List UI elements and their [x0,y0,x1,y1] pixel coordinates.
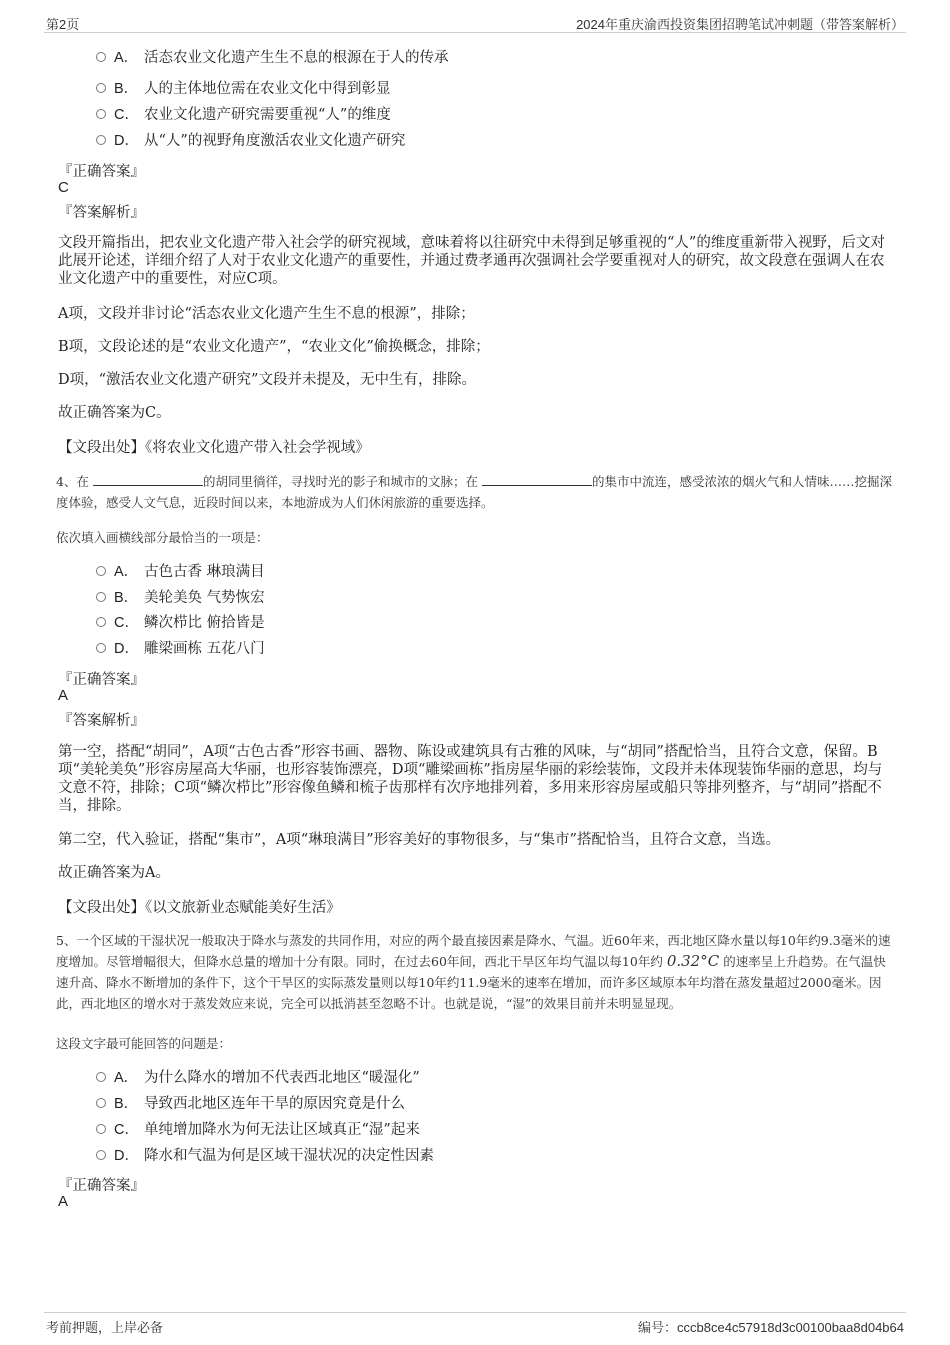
q4-option-a[interactable]: A． 古色古香 琳琅满目 [96,561,265,583]
analysis-label: 『答案解析』 [58,713,145,729]
answer-label: 『正确答案』 [58,1178,145,1194]
source-citation: 【文段出处】《以文旅新业态赋能美好生活》 [58,900,341,916]
analysis-paragraph: 文段开篇指出，把农业文化遗产带入社会学的研究视域，意味着将以往研究中未得到足够重视的“人”的维度重新带入视野，后文对此展开论述，详细介绍了人对于农业文化遗产的重要性，并通过费孝通再次强调社会学要重视对人的研究，故文段意在强调人在农业文化遗产中的重要性，对应C项。 [58,235,885,287]
question-prompt: 依次填入画横线部分最恰当的一项是： [56,530,269,545]
radio-icon[interactable] [96,52,106,62]
analysis-paragraph: 故正确答案为A。 [58,865,170,881]
q4-option-b[interactable]: B． 美轮美奂 气势恢宏 [96,587,265,609]
fill-blank [93,473,203,486]
q5-option-a[interactable]: A． 为什么降水的增加不代表西北地区“暖湿化” [96,1067,420,1089]
q3-option-d[interactable]: D． 从“人”的视野角度激活农业文化遗产研究 [96,130,405,152]
document-title: 2024年重庆渝西投资集团招聘笔试冲刺题（带答案解析） [576,17,904,32]
analysis-label: 『答案解析』 [58,205,145,221]
question-stem: 4、在 的胡同里徜徉，寻找时光的影子和城市的文脉；在 的集市中流连，感受浓浓的烟火气和人情味……挖掘深度体验，感受人文气息，近段时间以来，本地游成为人们休闲旅游的重要选择。 [56,474,892,510]
question-prompt: 这段文字最可能回答的问题是： [56,1036,232,1051]
analysis-paragraph: 故正确答案为C。 [58,405,171,421]
answer-label: 『正确答案』 [58,672,145,688]
math-expression: 0.32°C [666,952,720,970]
question-stem: 5、一个区域的干湿状况一般取决于降水与蒸发的共同作用，对应的两个最直接因素是降水、气温。近60年来，西北地区降水量以每10年约9.3毫米的速度增加。尽管增幅很大，但降水总量的增加十分有限。同时，在过去60年间，西北干旱区年均气温以每10年约 0.32°C 的速率呈上升趋势。在气温快速升高、降水不断增加的条件下，这个干旱区的实际蒸发量则以每10年约11.9毫米的速率在增加，而许多区域原本年均潜在蒸发量超过2000毫米。因此，西北地区的增水对于蒸发效应来说，完全可以抵消甚至忽略不计。也就是说，“湿”的效果目前并未明显显现。 [56,933,891,1011]
q5-option-b[interactable]: B． 导致西北地区连年干旱的原因究竟是什么 [96,1093,405,1115]
analysis-paragraph: 第二空，代入验证，搭配“集市”，A项“琳琅满目”形容美好的事物很多，与“集市”搭配恰当，且符合文意，当选。 [58,832,780,848]
q5-option-d[interactable]: D． 降水和气温为何是区域干湿状况的决定性因素 [96,1145,434,1167]
analysis-paragraph: D项，“激活农业文化遗产研究”文段并未提及，无中生有，排除。 [58,372,476,388]
radio-icon[interactable] [96,1124,106,1134]
radio-icon[interactable] [96,109,106,119]
radio-icon[interactable] [96,1150,106,1160]
radio-icon[interactable] [96,1072,106,1082]
analysis-paragraph: B项，文段论述的是“农业文化遗产”，“农业文化”偷换概念，排除； [58,339,490,355]
q3-option-b[interactable]: B． 人的主体地位需在农业文化中得到彰显 [96,78,391,100]
radio-icon[interactable] [96,592,106,602]
footer-slogan: 考前押题，上岸必备 [46,1320,164,1335]
fill-blank [482,473,592,486]
source-citation: 【文段出处】《将农业文化遗产带入社会学视域》 [58,440,370,456]
q4-option-d[interactable]: D． 雕梁画栋 五花八门 [96,638,265,660]
q3-option-a[interactable]: A． 活态农业文化遗产生生不息的根源在于人的传承 [96,47,449,69]
answer-value: A [58,687,69,704]
analysis-paragraph: 第一空，搭配“胡同”，A项“古色古香”形容书画、器物、陈设或建筑具有古雅的风味，与“胡同”搭配恰当，且符合文意，保留。B项“美轮美奂”形容房屋高大华丽，也形容装饰漂亮，D项“雕梁画栋”指房屋华丽的彩绘装饰，文段并未体现装饰华丽的意思，均与文意不符，排除；C项“鳞次栉比”形容像鱼鳞和梳子齿那样有次序地排列着，多用来形容房屋或船只等排列整齐，与“胡同”搭配不当，排除。 [58,744,883,814]
q4-option-c[interactable]: C． 鳞次栉比 俯拾皆是 [96,612,265,634]
radio-icon[interactable] [96,83,106,93]
page-footer [44,1312,906,1337]
radio-icon[interactable] [96,1098,106,1108]
q5-option-c[interactable]: C． 单纯增加降水为何无法让区域真正“湿”起来 [96,1119,420,1141]
document-id: 编号：cccb8ce4c57918d3c00100baa8d04b64 [638,1320,904,1335]
q3-option-c[interactable]: C． 农业文化遗产研究需要重视“人”的维度 [96,104,391,126]
analysis-paragraph: A项，文段并非讨论“活态农业文化遗产生生不息的根源”，排除； [58,306,475,322]
radio-icon[interactable] [96,617,106,627]
page-header [44,10,906,33]
answer-value: A [58,1193,69,1210]
radio-icon[interactable] [96,135,106,145]
radio-icon[interactable] [96,643,106,653]
radio-icon[interactable] [96,566,106,576]
answer-label: 『正确答案』 [58,164,145,180]
page-number: 第2页 [46,17,80,32]
answer-value: C [58,179,69,196]
